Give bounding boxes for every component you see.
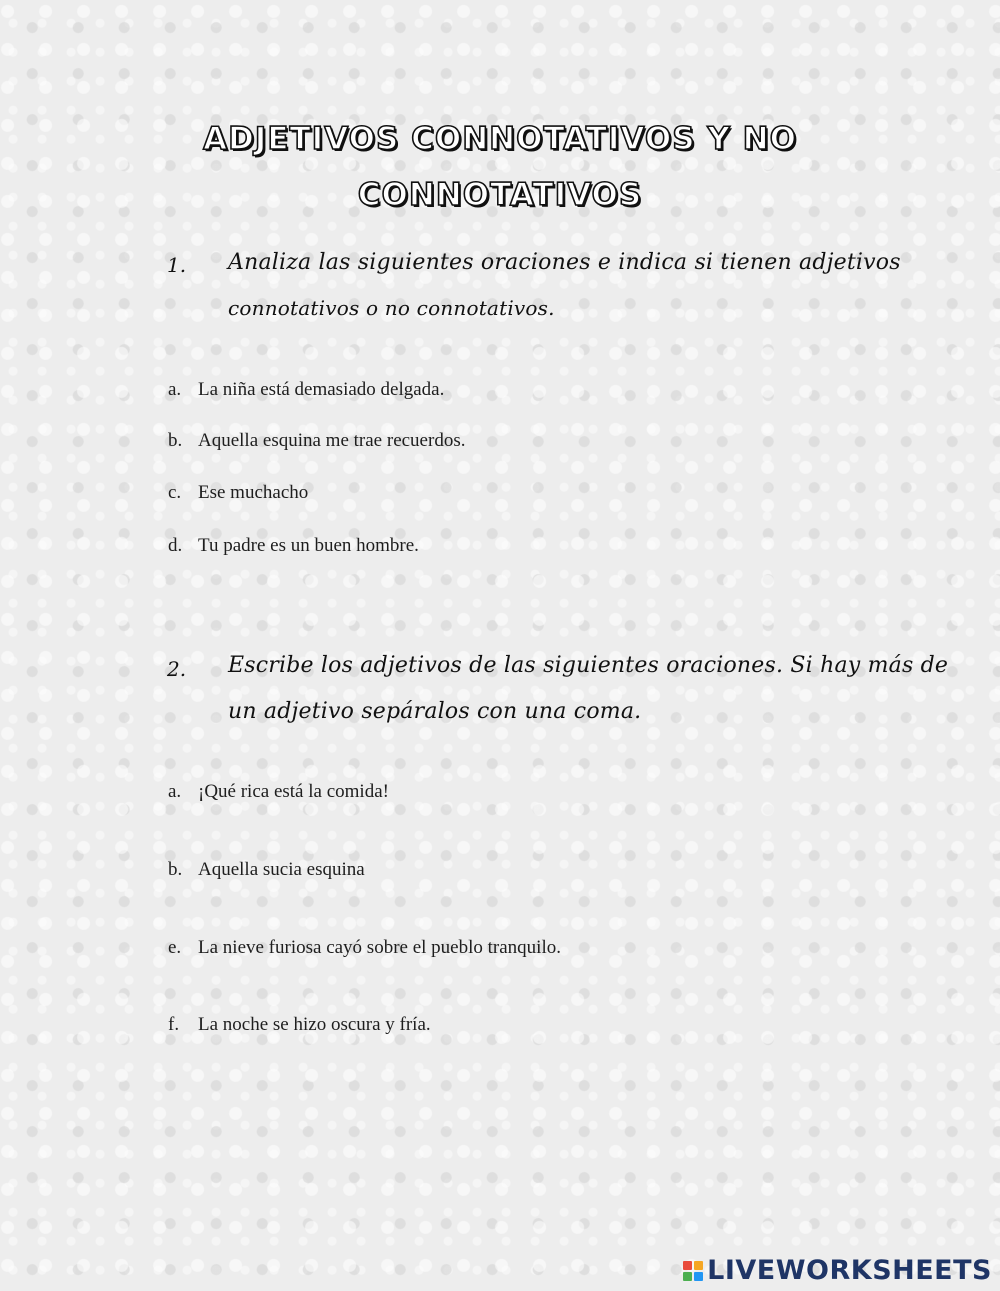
item-letter: a.	[168, 781, 182, 802]
item-letter: e.	[168, 937, 182, 958]
question-2-item-b	[168, 859, 365, 881]
logo-text: LIVEWORKSHEETS	[707, 1255, 992, 1286]
question-2-instruction-line-2: un adjetivo sepáralos con una coma.	[228, 699, 642, 724]
question-2-item-a	[168, 781, 389, 803]
question-1-item-b	[168, 430, 465, 452]
question-2-number: 2.	[167, 657, 187, 681]
item-text: Aquella sucia esquina	[198, 859, 365, 880]
logo-block	[694, 1261, 703, 1270]
page-title-line-2: CONNOTATIVOS	[357, 177, 643, 213]
item-letter: f.	[168, 1014, 180, 1035]
item-letter: b.	[168, 430, 183, 451]
question-2-item-e	[168, 937, 561, 959]
question-2-instruction-line-1: Escribe los adjetivos de las siguientes oraciones. Si hay más de	[228, 653, 949, 678]
liveworksheets-logo[interactable]	[683, 1255, 992, 1286]
logo-block	[683, 1272, 692, 1281]
question-1-number: 1.	[167, 253, 187, 277]
question-2-item-f	[168, 1014, 431, 1036]
item-text: La niña está demasiado delgada.	[198, 379, 445, 400]
item-letter: a.	[168, 379, 182, 400]
item-text: Aquella esquina me trae recuerdos.	[198, 430, 466, 451]
logo-blocks-icon	[683, 1261, 703, 1281]
question-1-instruction-line-2: connotativos o no connotativos.	[228, 296, 555, 320]
item-letter: d.	[168, 535, 183, 556]
question-1-instruction-line-1: Analiza las siguientes oraciones e indica si tienen adjetivos	[228, 250, 901, 275]
item-text: Ese muchacho	[198, 482, 309, 503]
item-text: Tu padre es un buen hombre.	[198, 535, 419, 556]
item-letter: b.	[168, 859, 183, 880]
question-1-item-d	[168, 535, 419, 557]
item-letter: c.	[168, 482, 182, 503]
item-text: La nieve furiosa cayó sobre el pueblo tranquilo.	[198, 937, 561, 958]
logo-block	[694, 1272, 703, 1281]
page-title-line-1: ADJETIVOS CONNOTATIVOS Y NO	[203, 121, 797, 157]
question-1-item-a	[168, 379, 444, 401]
item-text: ¡Qué rica está la comida!	[198, 781, 389, 802]
item-text: La noche se hizo oscura y fría.	[198, 1014, 431, 1035]
question-1-item-c	[168, 482, 308, 504]
logo-block	[683, 1261, 692, 1270]
